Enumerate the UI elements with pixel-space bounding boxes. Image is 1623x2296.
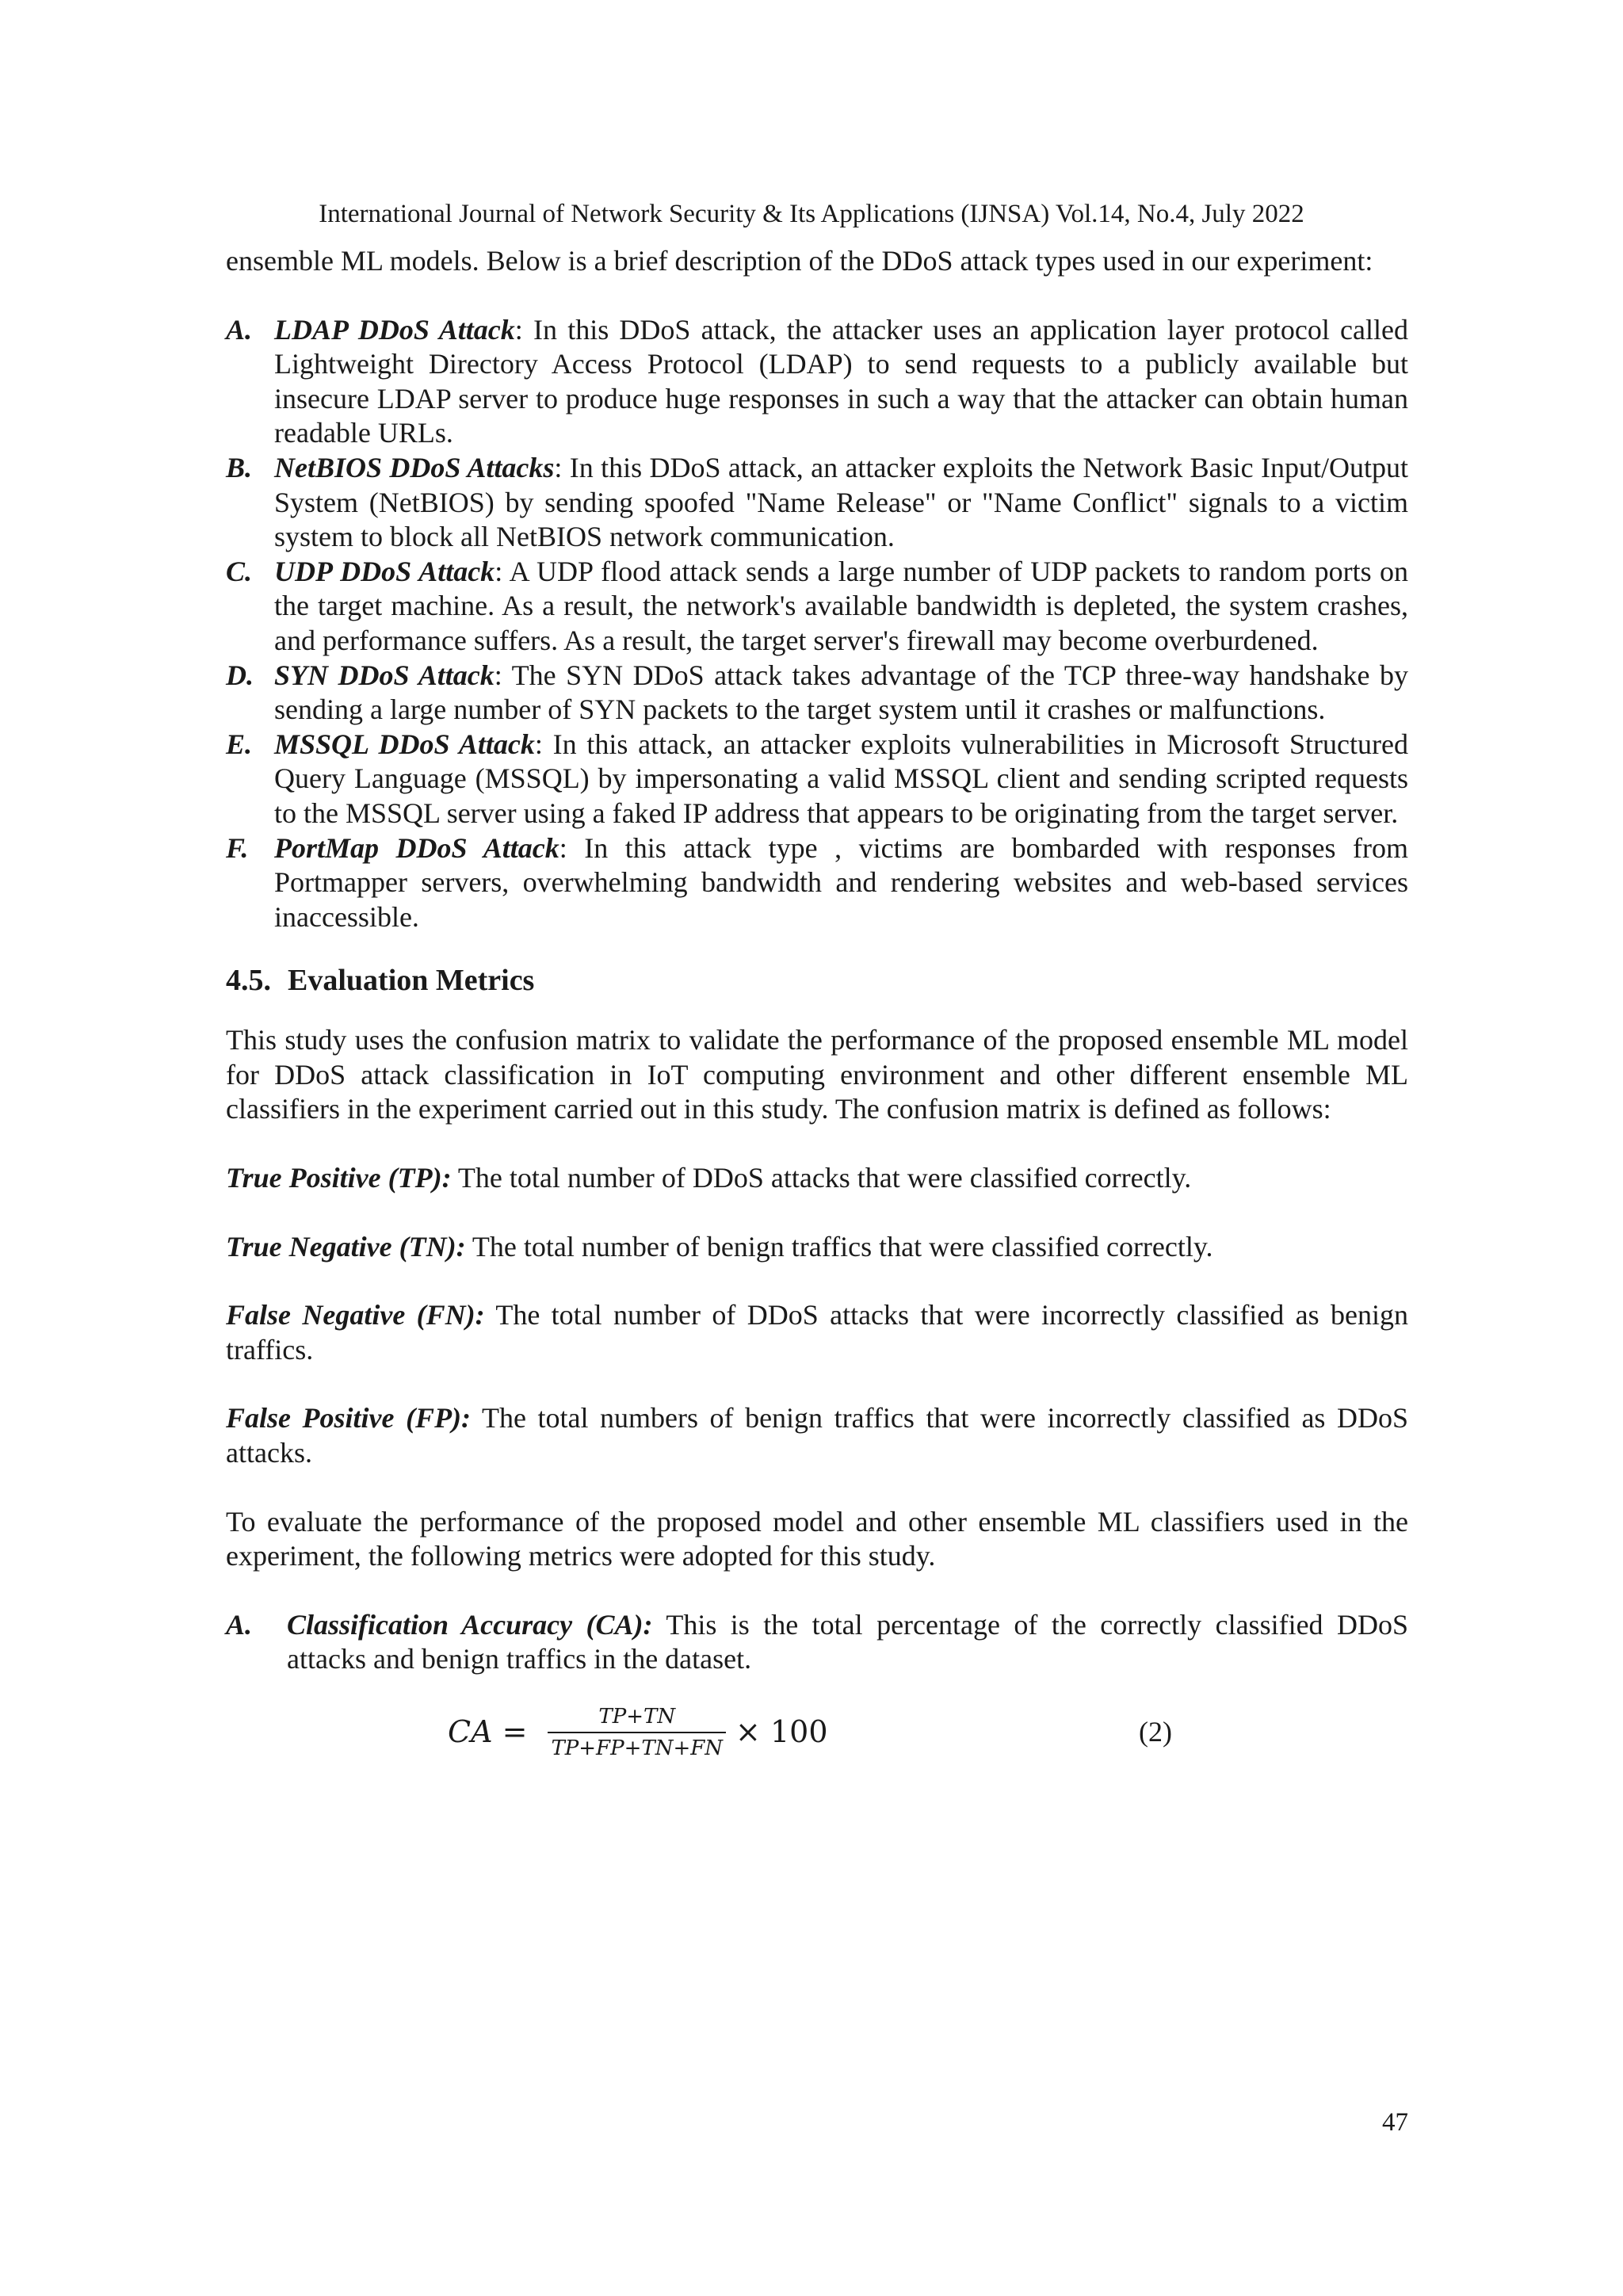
attack-type-list: [226, 313, 1408, 935]
attack-description: : In this DDoS attack, the attacker uses an application layer protocol called Lightweight Directory Access Protocol (LDAP) to send requests to a publicly available but insecure LDAP server to produce huge responses in such a way that the attacker can obtain human readable URLs.: [274, 313, 1408, 449]
definition-text: The total number of benign traffics that were classified correctly.: [465, 1230, 1213, 1263]
definition-term: True Positive (TP):: [226, 1162, 452, 1194]
intro-paragraph: ensemble ML models. Below is a brief description of the DDoS attack types used in our experiment:: [226, 245, 1373, 277]
section-intro-paragraph: This study uses the confusion matrix to validate the performance of the proposed ensemble ML model for DDoS attack classification in IoT computing environment and other different ensemble ML classifiers in the experiment carried out in this study. The confusion matrix is defined as follows:: [226, 1024, 1408, 1125]
definition-term: False Positive (FP):: [226, 1402, 472, 1435]
attack-description: : In this DDoS attack, an attacker exploits the Network Basic Input/Output System (NetBIOS) by sending spoofed "Name Release" or "Name Conflict" signals to a victim system to block all NetBIOS network communication.: [274, 451, 1408, 553]
equation-2: [226, 1701, 1408, 1796]
list-letter: A.: [226, 1608, 253, 1641]
attack-item-portmap: [226, 831, 1408, 935]
attack-term: UDP DDoS Attack: [274, 555, 495, 587]
running-header: International Journal of Network Security & Its Applications (IJNSA) Vol.14, No.4, July 2022: [319, 200, 1304, 228]
metric-term: Classification Accuracy (CA):: [287, 1608, 653, 1641]
list-letter: C.: [226, 555, 253, 587]
metrics-intro-paragraph: To evaluate the performance of the proposed model and other ensemble ML classifiers used in the experiment, the following metrics were adopted for this study.: [226, 1505, 1408, 1572]
definition-false-positive: [226, 1401, 1408, 1470]
equation-fraction: [548, 1705, 726, 1760]
attack-term: LDAP DDoS Attack: [274, 313, 515, 346]
attack-description: : A UDP flood attack sends a large number of UDP packets to random ports on the target machine. As a result, the network's available bandwidth is depleted, the system crashes, and performance suffers. As a result, the target server's firewall may become overburdened.: [274, 555, 1409, 656]
equation-rhs: × 100: [735, 1714, 828, 1750]
list-letter: F.: [226, 831, 249, 864]
attack-description: : The SYN DDoS attack takes advantage of the TCP three-way handshake by sending a large number of SYN packets to the target system until it crashes or malfunctions.: [274, 659, 1409, 726]
attack-description: : In this attack type , victims are bombarded with responses from Portmapper servers, overwhelming bandwidth and rendering websites and web-based services inaccessible.: [274, 831, 1408, 933]
equation-lhs: CA =: [448, 1714, 528, 1750]
list-letter: A.: [226, 313, 253, 346]
definition-text: The total number of DDoS attacks that were incorrectly classified as benign traffics.: [226, 1299, 1408, 1366]
attack-term: PortMap DDoS Attack: [274, 831, 559, 864]
definition-text: The total number of DDoS attacks that were classified correctly.: [451, 1162, 1192, 1194]
attack-term: MSSQL DDoS Attack: [274, 728, 535, 760]
attack-item-ldap: [226, 313, 1408, 451]
definition-true-positive: [226, 1161, 1408, 1196]
list-letter: D.: [226, 659, 254, 691]
attack-item-mssql: [226, 728, 1408, 831]
attack-description: : In this attack, an attacker exploits vulnerabilities in Microsoft Structured Query Language (MSSQL) by impersonating a valid MSSQL client and sending scripted requests to the MSSQL server using a faked IP address that appears to be originating from the target server.: [274, 728, 1408, 829]
definition-term: False Negative (FN):: [226, 1299, 485, 1331]
attack-item-syn: [226, 659, 1408, 728]
definition-true-negative: [226, 1230, 1408, 1265]
section-heading: [226, 961, 1408, 999]
page-number: 47: [1382, 2108, 1408, 2137]
section-number: 4.5.: [226, 964, 271, 998]
list-letter: E.: [226, 728, 253, 760]
list-letter: B.: [226, 451, 253, 483]
equation-formula: [448, 1701, 828, 1764]
attack-term: NetBIOS DDoS Attacks: [274, 451, 555, 483]
metric-item-classification-accuracy: [226, 1608, 1408, 1677]
definition-false-negative: [226, 1298, 1408, 1367]
page-content: [226, 244, 1408, 1796]
attack-item-udp: [226, 555, 1408, 659]
equation-numerator: TP+TN: [598, 1705, 676, 1729]
equation-number: (2): [1139, 1716, 1172, 1748]
attack-item-netbios: [226, 451, 1408, 555]
attack-term: SYN DDoS Attack: [274, 659, 495, 691]
equation-denominator: TP+FP+TN+FN: [548, 1732, 726, 1760]
definition-text: The total numbers of benign traffics that were incorrectly classified as DDoS attacks.: [226, 1402, 1408, 1469]
section-title: Evaluation Metrics: [288, 964, 535, 998]
definition-term: True Negative (TN):: [226, 1230, 466, 1263]
metric-description: This is the total percentage of the correctly classified DDoS attacks and benign traffics in the dataset.: [287, 1608, 1409, 1675]
